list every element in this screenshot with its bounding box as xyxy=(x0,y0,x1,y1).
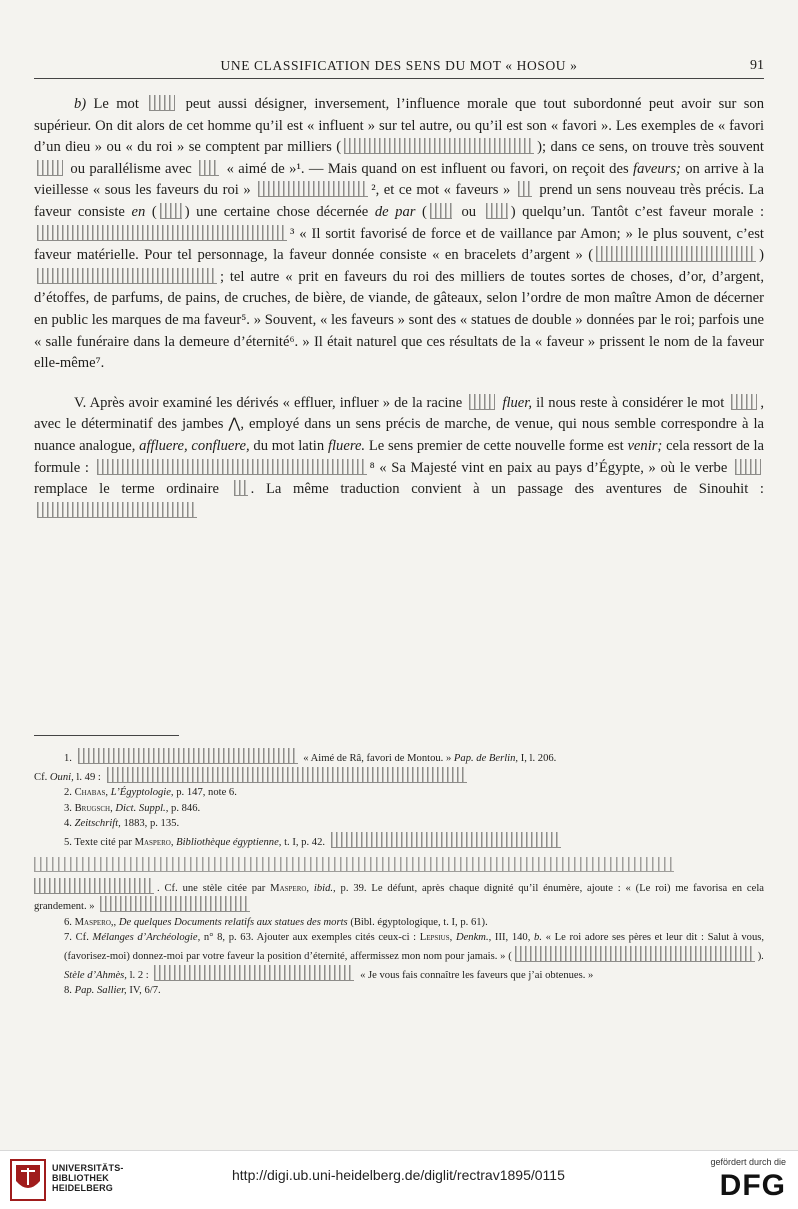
main-text xyxy=(34,94,764,522)
text-run: il nous reste à considérer le mot xyxy=(536,394,725,411)
footnote-number: 6. xyxy=(64,916,72,928)
footnote-number: 8. xyxy=(64,985,72,997)
hieroglyph-group xyxy=(37,268,217,284)
footnote-text: (Bibl. égyptologique, t. I, p. 61). xyxy=(350,916,488,928)
hieroglyph-group xyxy=(234,480,248,496)
footnote-2 xyxy=(34,785,764,801)
footnote-text: IV, 6/7. xyxy=(129,985,161,997)
footnote-text: « Le roi adore ses pères et leur dit : Salut à vous, (favorisez-moi) donnez-moi par votre faveur la position d’éternité, affermissez mon nom pour jamais. » xyxy=(64,932,765,962)
footnote-number: 3. xyxy=(64,802,72,814)
footnote-source: Mélanges d’Archéologie, xyxy=(92,932,201,944)
funding-caption: gefördert durch die xyxy=(710,1157,786,1167)
footnote-text: « Aimé de Râ, favori de Montou. » xyxy=(303,753,452,764)
text-italic: en xyxy=(131,203,146,220)
text-run: une certaine chose décernée xyxy=(196,203,369,220)
text-run: peut aussi désigner, inversement, l’influence morale que tout subordonné peut avoir sur son supérieur. On dit alors de cet homme qu’il est « influent » sur tel autre, ou qu’il est son « favori ». Les exemples de « favori d’un dieu » ou « du roi » se comptent par milliers ( xyxy=(34,96,764,156)
footnote-1 xyxy=(34,748,764,767)
item-label: b) xyxy=(74,96,87,112)
hieroglyph-group xyxy=(518,181,532,197)
footnote-text: Cf. xyxy=(34,771,48,783)
footnote-source: . Stèle d’Ahmès, xyxy=(64,950,764,981)
footer-bar xyxy=(0,1150,798,1209)
footnote-source: Bibliothèque égyptienne, xyxy=(176,836,282,848)
footnote-text: « Je vous fais connaître les faveurs que j’ai obtenues. » xyxy=(360,969,594,981)
footnote-source: Ouni, xyxy=(49,771,74,783)
hieroglyph-line xyxy=(34,857,674,872)
logo-line: HEIDELBERG xyxy=(52,1183,114,1193)
text-run: ); dans ce sens, on trouve très souvent xyxy=(537,139,764,156)
hieroglyph-group xyxy=(199,160,219,176)
footnote-text: t. I, p. 42. xyxy=(284,836,326,848)
text-italic: fluere. xyxy=(327,437,366,454)
hieroglyph-group xyxy=(149,95,175,111)
footnote-text: l. 49 : xyxy=(76,771,101,783)
hieroglyph-group xyxy=(731,394,757,410)
footnote-source: Denkm., xyxy=(455,932,492,944)
footnote-text: 5. Texte cité par xyxy=(64,836,132,848)
footnote-text: l. 2 : xyxy=(129,969,149,981)
footnote-source: ibid., xyxy=(313,882,336,894)
text-run: « aimé de »¹. — Mais quand on est influent ou favori, on reçoit des xyxy=(226,160,629,177)
footnote-text: 7. Cf. xyxy=(64,932,89,944)
footnote-source: b. xyxy=(534,932,542,944)
university-seal-icon xyxy=(10,1159,46,1201)
hieroglyph-group xyxy=(107,767,467,783)
footnote-5-cont xyxy=(34,878,764,915)
text-run: ², et ce mot « faveurs » xyxy=(371,182,511,199)
hieroglyph-group xyxy=(596,246,756,262)
text-run: ; tel autre « prit en faveurs du roi des milliers de toutes sortes de choses, d’or, d’argent, d’étoffes, de parfums, de pains, de cruches, de bière, de viande, de gâteaux, selon l’ordre de mon maître Amon de décerner en public les marques de ma faveur⁵. » Souvent, « les faveurs » sont des « statues de double » données par le roi; parfois une « salle funéraire dans la demeure d’éternité⁶. » Il était naturel que ces résultats de la « faveur » prissent le nom de la faveur elle-même⁷. xyxy=(34,268,764,372)
dfg-logo: DFG xyxy=(719,1169,786,1202)
text-italic: de par xyxy=(374,203,416,220)
text-run: cela ressort de la formule : xyxy=(34,437,765,476)
hieroglyph-group xyxy=(331,832,561,848)
footnote-text: 1883, p. 135. xyxy=(123,818,180,830)
footnote-author: Lepsius, xyxy=(419,932,453,944)
text-run: on arrive à la vieillesse « sous les faveurs du roi » xyxy=(34,160,765,199)
hieroglyph-group xyxy=(515,946,755,962)
hieroglyph-group xyxy=(469,394,495,410)
text-run: prend un sens nouveau très précis. La faveur consiste xyxy=(34,182,764,220)
footnote-text: I, l. 206. xyxy=(520,753,557,764)
footnote-7: 7. Cf. Mélanges d’Archéologie, n° 8, p. 63. Ajouter aux exemples cités ceux-ci : Lepsius, Denkm., III, 140, b. « Le roi adore ses pères et leur dit : Salut à vous, (favorisez-moi) donnez-moi par votre faveur la position d’éternité, affermissez mon nom pour jamais. » ( ). Stèle d’Ahmès, l. 2 : « Je vous fais connaître les faveurs que j’ai obtenues. » xyxy=(64,932,765,981)
footnote-source: L’Égyptologie, xyxy=(110,787,174,799)
text-run: du mot latin xyxy=(253,437,325,454)
hieroglyph-group xyxy=(78,748,298,764)
text-run: Le sens premier de cette nouvelle forme est xyxy=(368,437,624,454)
hieroglyph-group xyxy=(34,878,154,894)
text-run: . La même traduction convient à un passage des aventures de Sinouhit : xyxy=(250,481,764,498)
text-run: ⁸ « Sa Majesté vint en paix au pays d’Égypte, » où le verbe xyxy=(369,459,728,476)
source-url-link[interactable]: http://digi.ub.uni-heidelberg.de/diglit/rectrav1895/0115 xyxy=(232,1167,565,1183)
footnote-6: 6. Maspero,, De quelques Documents relatifs aux statues des morts (Bibl. égyptologique, t. I, p. 61). xyxy=(64,916,488,928)
footnote-8 xyxy=(34,983,764,999)
footnote-text: III, 140, xyxy=(494,932,531,944)
footnote-source: De quelques Documents relatifs aux statues des morts xyxy=(118,916,348,928)
text-run: Le mot xyxy=(93,96,139,112)
hieroglyph-group xyxy=(735,459,761,475)
text-run: , avec le déterminatif des jambes ⋀, employé dans un sens précis de marche, de venue, qui nous semble correspondre à la nuance analogue, xyxy=(34,394,765,454)
text-italic: venir; xyxy=(627,437,663,454)
logo-line: UNIVERSITÄTS- xyxy=(52,1163,124,1173)
footnote-author: Maspero, xyxy=(270,882,310,894)
footnote-rule xyxy=(34,735,179,736)
hieroglyph-group xyxy=(430,203,452,219)
footnote-source: Pap. Sallier, xyxy=(74,985,127,997)
footnote-number: 4. xyxy=(64,818,72,830)
footnote-text: . Cf. une stèle citée par xyxy=(157,882,266,894)
footnote-1-cf xyxy=(34,767,764,786)
footnote-author: Chabas, xyxy=(74,787,109,799)
running-header xyxy=(34,56,764,79)
footnote-author: Maspero, xyxy=(74,916,114,928)
footnote-author: Brugsch, xyxy=(74,802,113,814)
text-italic: faveurs; xyxy=(633,160,681,177)
hieroglyph-group xyxy=(97,459,367,475)
hieroglyph-group xyxy=(100,896,250,912)
footnote-text: p. 39. Le défunt, après chaque dignité qu’il énumère, ajoute : « (Le roi) me favorisa en cela grandement. » xyxy=(34,882,764,913)
text-run: quelqu’un. Tantôt c’est faveur morale : xyxy=(522,203,765,220)
text-run: V. Après avoir examiné les dérivés « effluer, influer » de la racine xyxy=(74,394,463,411)
text-italic: fluer, xyxy=(502,394,532,411)
page-number: 91 xyxy=(750,58,764,73)
footnote-source: Dict. Suppl., xyxy=(115,802,169,814)
text-italic: affluere, confluere, xyxy=(139,437,250,454)
footnotes xyxy=(34,748,764,999)
footnote-author: Maspero, xyxy=(134,836,174,848)
text-run: ou xyxy=(461,203,477,220)
hieroglyph-group xyxy=(258,181,368,197)
hieroglyph-group xyxy=(37,160,63,176)
hieroglyph-group xyxy=(344,138,534,154)
logo-line: BIBLIOTHEK xyxy=(52,1173,109,1183)
footnote-source: Zeitschrift, xyxy=(74,818,121,830)
hieroglyph-group xyxy=(160,203,182,219)
footnote-number: 2. xyxy=(64,787,72,799)
footnote-4 xyxy=(34,816,764,832)
footnote-text: p. 147, note 6. xyxy=(176,787,237,799)
text-run: ³ « Il sortit favorisé de force et de vaillance par Amon; » le plus souvent, c’est faveur matérielle. Pour tel personnage, la faveur donnée consiste « en bracelets d’argent » xyxy=(34,225,764,264)
footnote-number: 1. xyxy=(64,753,72,764)
text-run: ou parallélisme avec xyxy=(70,160,192,177)
footnote-3 xyxy=(34,801,764,817)
hieroglyph-group xyxy=(486,203,508,219)
hieroglyph-group xyxy=(154,965,354,981)
text-run: remplace le terme ordinaire xyxy=(34,481,219,498)
paragraph-b: b) Le mot peut aussi désigner, inversement, l’influence morale que tout subordonné peut avoir sur son supérieur. On dit alors de cet homme qu’il est « influent » sur tel autre, ou qu’il est son « favori ». Les exemples de « favori d’un dieu » ou « du roi » se comptent par milliers ( ); dans ce sens, on trouve très souvent ou parallélisme avec « aimé de »¹. — Mais quand on est influent ou favori, on reçoit des faveurs; on arrive à la vieillesse « sous les faveurs du roi » ², et ce mot « faveurs » prend un sens nouveau très précis. La faveur consiste en ( ) une certaine chose décernée de par ( ou ) quelqu’un. Tantôt c’est faveur morale : ³ « Il sortit favorisé de force et de vaillance par Amon; » le plus souvent, c’est faveur matérielle. Pour tel personnage, la faveur donnée consiste « en bracelets d’argent » ( ) ; tel autre « prit en faveurs du roi des milliers de toutes sortes de choses, d’or, d’argent, d’étoffes, de parfums, de pains, de cruches, de bière, de viande, de gâteaux, selon l’ordre de mon maître Amon de décerner en public les marques de ma faveur⁵. » Souvent, « les faveurs » sont des « statues de double » données par le roi; parfois une « salle funéraire dans la demeure d’éternité⁶. » Il était naturel que ces résultats de la « faveur » prissent le nom de la faveur elle-même⁷. xyxy=(34,96,765,372)
footnote-text: n° 8, p. 63. Ajouter aux exemples cités ceux-ci : xyxy=(203,932,417,944)
footnote-text: p. 846. xyxy=(171,802,201,814)
footnote-source: Pap. de Berlin, xyxy=(453,753,519,764)
library-logo-text xyxy=(52,1163,124,1193)
footnote-5 xyxy=(34,832,764,851)
paragraph-v xyxy=(34,393,764,523)
hieroglyph-group xyxy=(37,225,287,241)
hieroglyph-group xyxy=(37,502,197,518)
running-title: UNE CLASSIFICATION DES SENS DU MOT « HOSOU » xyxy=(220,58,578,73)
